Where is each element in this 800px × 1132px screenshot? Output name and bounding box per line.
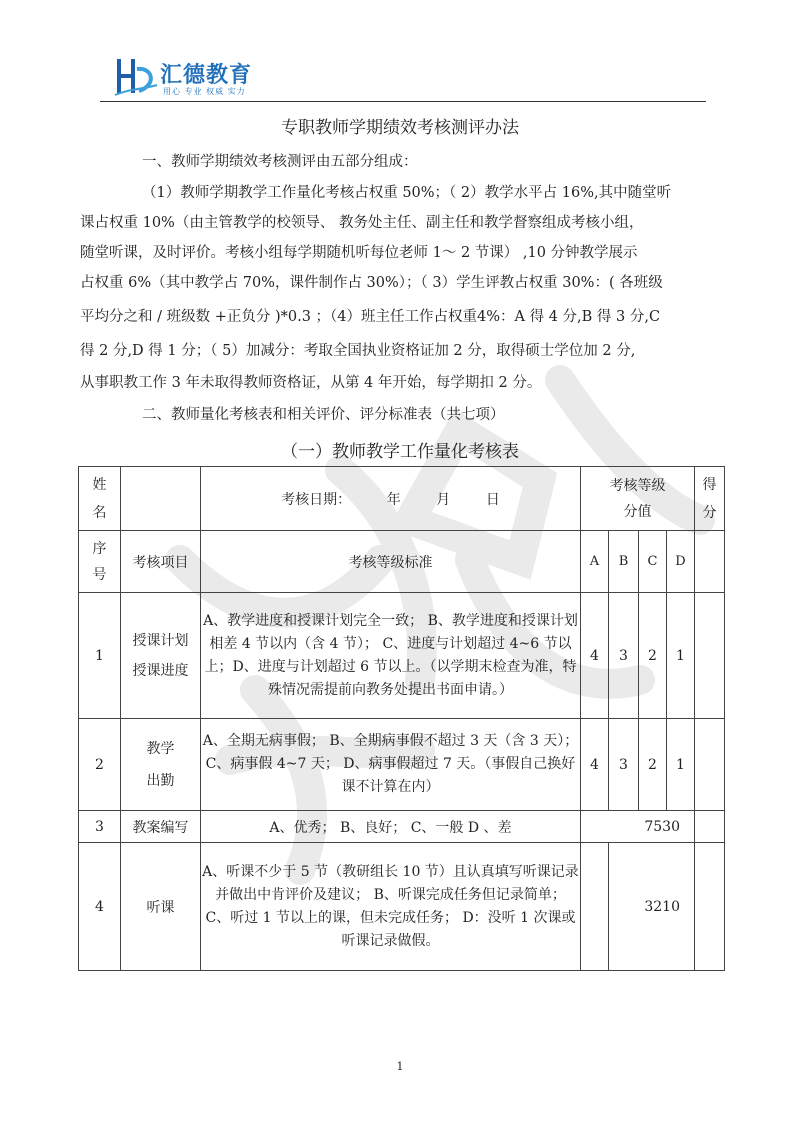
name-label-cell: 姓名 — [79, 467, 121, 531]
row-score-c: 2 — [639, 593, 667, 719]
row-score-cell — [695, 811, 725, 843]
paragraph-line: 平均分之和 / 班级数 +正负分 )*0.3 ；（4）班主任工作占权重4%：A 得 4 分,B 得 3 分,C — [80, 309, 661, 325]
row-score-b: 3 — [609, 593, 639, 719]
row-score-c: 2 — [639, 719, 667, 811]
row-item: 教案编写 — [121, 811, 201, 843]
row-score-d: 1 — [667, 593, 695, 719]
grade-d-header: D — [667, 531, 695, 593]
row-seq: 4 — [79, 843, 121, 971]
row-seq: 2 — [79, 719, 121, 811]
row-score-cell — [695, 843, 725, 971]
row-score-a: 4 — [581, 719, 609, 811]
row-seq: 1 — [79, 593, 121, 719]
standard-label-cell: 考核等级标准 — [201, 531, 581, 593]
seq-label-cell: 序号 — [79, 531, 121, 593]
row-criteria: A、优秀； B、良好； C、一般 D 、差 — [201, 811, 581, 843]
score-cell — [695, 531, 725, 593]
assessment-table — [78, 466, 725, 971]
row-criteria: A、全期无病事假； B、全期病事假不超过 3 天（含 3 天）；C、病事假 4~7 天； D、病事假超过 7 天。（事假自己换好课不计算在内） — [201, 719, 581, 811]
page-number: 1 — [396, 1060, 404, 1073]
paragraph-line: 占权重 6%（其中教学占 70%，课件制作占 30%）；（ 3）学生评教占权重 30%：( 各班级 — [80, 275, 663, 291]
table-subheader-row — [79, 531, 725, 593]
grade-b-header: B — [609, 531, 639, 593]
paragraph-line: （1）教师学期教学工作量化考核占权重 50%；（ 2）教学水平占 16%,其中随堂听 — [142, 185, 672, 201]
score-header: 得分 — [695, 467, 725, 531]
table-title: （一）教师教学工作量化考核表 — [281, 442, 519, 462]
table-header-row — [79, 467, 725, 531]
table-row — [79, 811, 725, 843]
header-divider — [100, 101, 706, 102]
brand-name: 汇德教育 — [160, 63, 253, 88]
row-criteria: A、听课不少于 5 节（教研组长 10 节）且认真填写听课记录并做出中肯评价及建议； B、听课完成任务但记录简单； C、听过 1 节以上的课，但未完成任务； D：没听 1 次课或听课记录做假。 — [201, 843, 581, 971]
assessment-date-cell: 考核日期： 年 月 日 — [201, 467, 581, 531]
table-row — [79, 593, 725, 719]
grade-a-header: A — [581, 531, 609, 593]
row-score-cell — [695, 593, 725, 719]
table-row — [79, 719, 725, 811]
row-score-cell — [695, 719, 725, 811]
paragraph-line: 得 2 分,D 得 1 分；（ 5）加减分：考取全国执业资格证加 2 分，取得硕士学位加 2 分, — [80, 343, 636, 359]
grade-values-header: 考核等级分值 — [581, 467, 695, 531]
section-1-heading: 一、教师学期绩效考核测评由五部分组成： — [142, 154, 418, 170]
row-scores: 3210 — [609, 843, 695, 971]
name-value-cell — [121, 467, 201, 531]
paragraph-line: 随堂听课，及时评价。考核小组每学期随机听每位老师 1～ 2 节课） ,10 分钟教学展示 — [80, 245, 638, 261]
row-item: 听课 — [121, 843, 201, 971]
row-scores: 7530 — [581, 811, 695, 843]
row-criteria: A、教学进度和授课计划完全一致； B、教学进度和授课计划相差 4 节以内（含 4 节）； C、进度与计划超过 4~6 节以上；D、进度与计划超过 6 节以上。（以学期末检查为准，特殊情况需提前向教务处提出书面申请。） — [201, 593, 581, 719]
row-item: 授课计划授课进度 — [121, 593, 201, 719]
paragraph-line: 课占权重 10%（由主管教学的校领导、 教务处主任、副主任和教学督察组成考核小组， — [80, 215, 644, 231]
row-item: 教学出勤 — [121, 719, 201, 811]
row-score-d: 1 — [667, 719, 695, 811]
item-label-cell: 考核项目 — [121, 531, 201, 593]
paragraph-line: 从事职教工作 3 年未取得教师资格证，从第 4 年开始，每学期扣 2 分。 — [80, 375, 542, 391]
section-2-heading: 二、教师量化考核表和相关评价、评分标准表（共七项） — [142, 407, 505, 423]
row-score-a: 4 — [581, 593, 609, 719]
row-seq: 3 — [79, 811, 121, 843]
brand-tagline: 用心 专业 权威 实力 — [163, 87, 246, 96]
row-score-a — [581, 843, 609, 971]
document-title: 专职教师学期绩效考核测评办法 — [281, 118, 519, 138]
table-row — [79, 843, 725, 971]
grade-c-header: C — [639, 531, 667, 593]
row-score-b: 3 — [609, 719, 639, 811]
brand-logo-icon — [113, 55, 159, 99]
